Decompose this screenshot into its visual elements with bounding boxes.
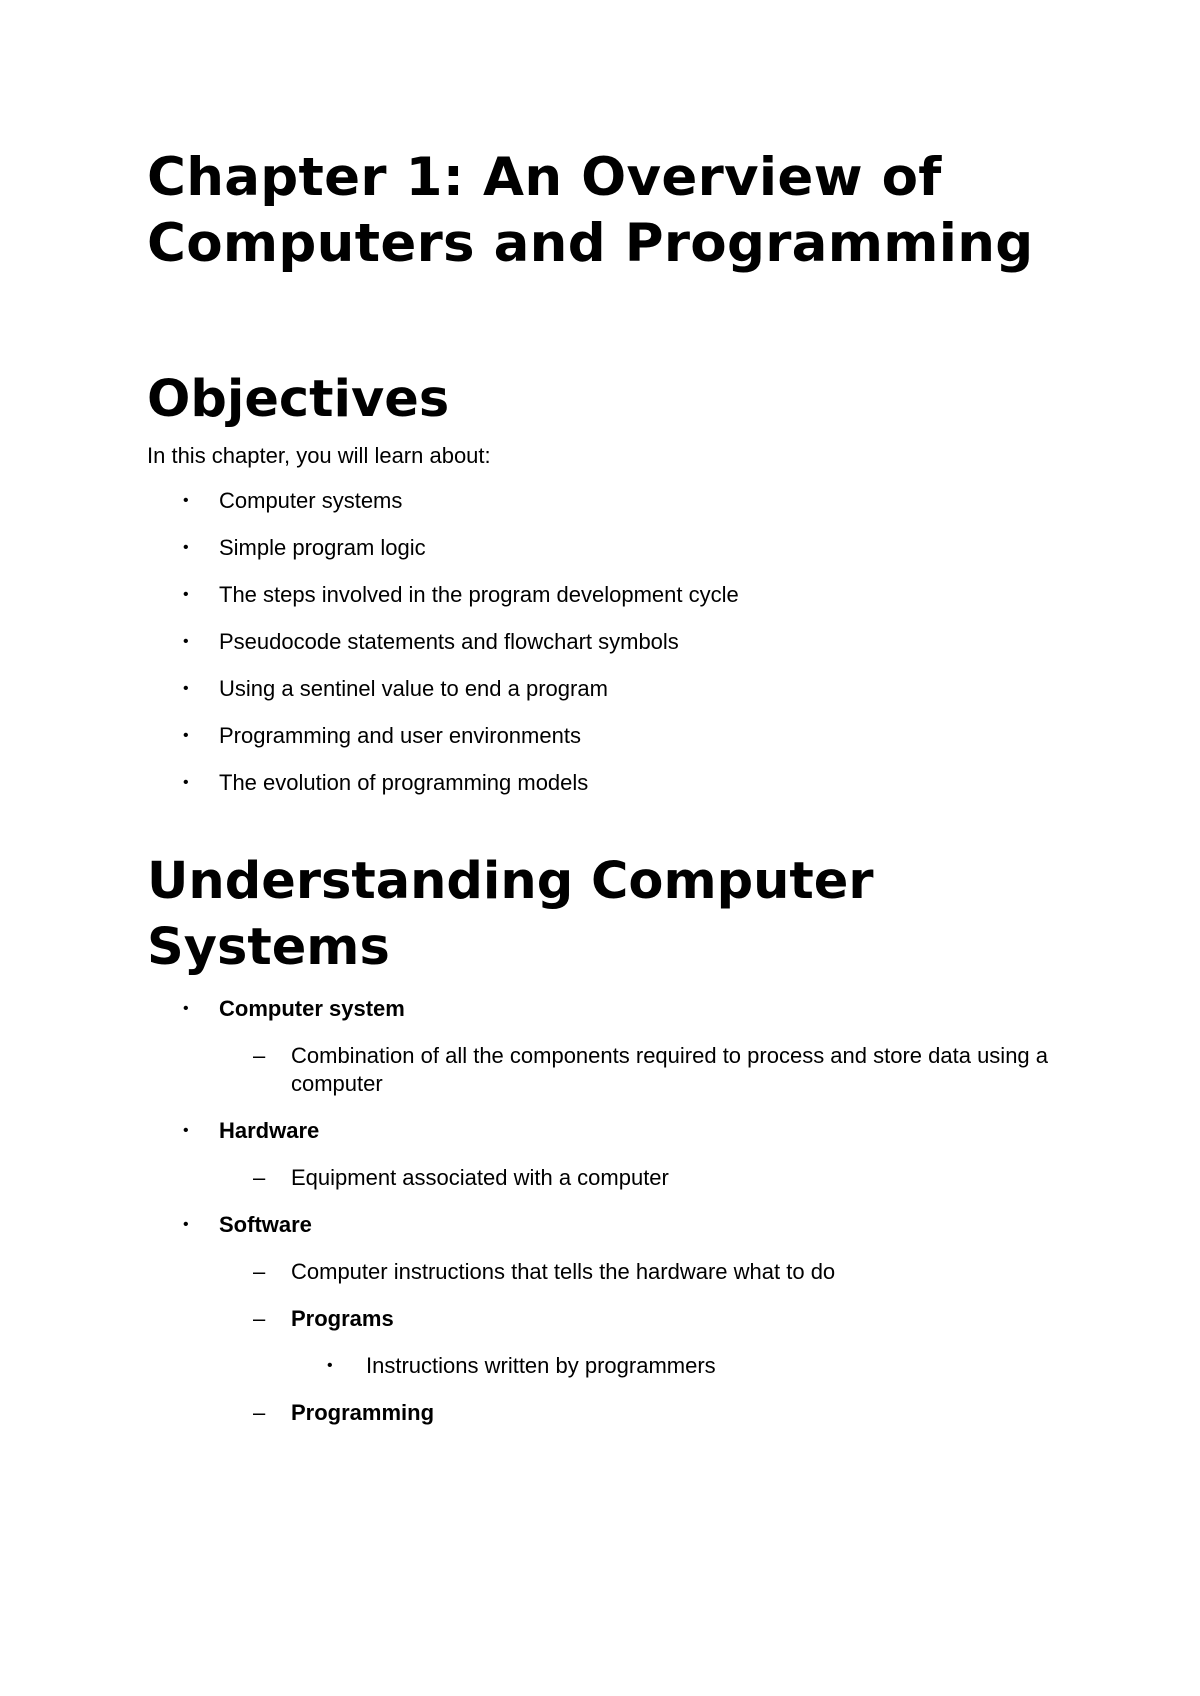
bullet-marker: • — [183, 586, 189, 603]
bullet-marker: • — [183, 774, 189, 791]
objective-text: Pseudocode statements and flowchart symbols — [219, 629, 679, 654]
term-programming: Programming — [291, 1400, 435, 1425]
bullet-marker: • — [327, 1357, 333, 1374]
objective-text: Simple program logic — [219, 535, 426, 560]
list-item — [147, 1352, 1077, 1380]
list-item — [147, 1211, 1077, 1239]
list-item — [147, 581, 1077, 609]
document-page — [147, 145, 1077, 1427]
list-item — [147, 1164, 1077, 1192]
list-item — [147, 1117, 1077, 1145]
bullet-marker: • — [183, 680, 189, 697]
bullet-marker: • — [183, 1000, 189, 1017]
objective-text: Using a sentinel value to end a program — [219, 676, 608, 701]
list-item — [147, 628, 1077, 656]
definition-hardware: Equipment associated with a computer — [291, 1165, 669, 1190]
definition-computer-system: Combination of all the components required to process and store data using a computer — [291, 1043, 1049, 1096]
dash-marker: – — [253, 1165, 266, 1190]
bullet-marker: • — [183, 492, 189, 509]
list-item — [147, 995, 1077, 1023]
dash-marker: – — [253, 1400, 266, 1425]
list-item — [147, 1305, 1077, 1333]
list-item — [147, 1258, 1077, 1286]
list-item — [147, 722, 1077, 750]
objectives-heading: Objectives — [147, 370, 450, 429]
objective-text: Computer systems — [219, 488, 403, 513]
understanding-heading: Understanding Computer Systems — [147, 852, 874, 977]
dash-marker: – — [253, 1259, 266, 1284]
definition-programs: Instructions written by programmers — [366, 1353, 716, 1378]
objective-text: Programming and user environments — [219, 723, 581, 748]
objective-text: The evolution of programming models — [219, 770, 589, 795]
definition-software: Computer instructions that tells the hardware what to do — [291, 1259, 836, 1284]
dash-marker: – — [253, 1043, 266, 1068]
list-item — [147, 487, 1077, 515]
term-software: Software — [219, 1212, 312, 1237]
list-item — [147, 1042, 1077, 1098]
list-item — [147, 769, 1077, 797]
list-item — [147, 1399, 1077, 1427]
term-programs: Programs — [291, 1306, 394, 1331]
bullet-marker: • — [183, 1122, 189, 1139]
objectives-list — [147, 487, 1077, 797]
bullet-marker: • — [183, 539, 189, 556]
objectives-intro: In this chapter, you will learn about: — [147, 443, 491, 468]
objective-text: The steps involved in the program development cycle — [219, 582, 739, 607]
list-item — [147, 534, 1077, 562]
chapter-title: Chapter 1: An Overview of Computers and Programming — [147, 147, 1034, 274]
understanding-list — [147, 995, 1077, 1427]
dash-marker: – — [253, 1306, 266, 1331]
bullet-marker: • — [183, 633, 189, 650]
term-computer-system: Computer system — [219, 996, 405, 1021]
bullet-marker: • — [183, 727, 189, 744]
bullet-marker: • — [183, 1216, 189, 1233]
term-hardware: Hardware — [219, 1118, 320, 1143]
list-item — [147, 675, 1077, 703]
